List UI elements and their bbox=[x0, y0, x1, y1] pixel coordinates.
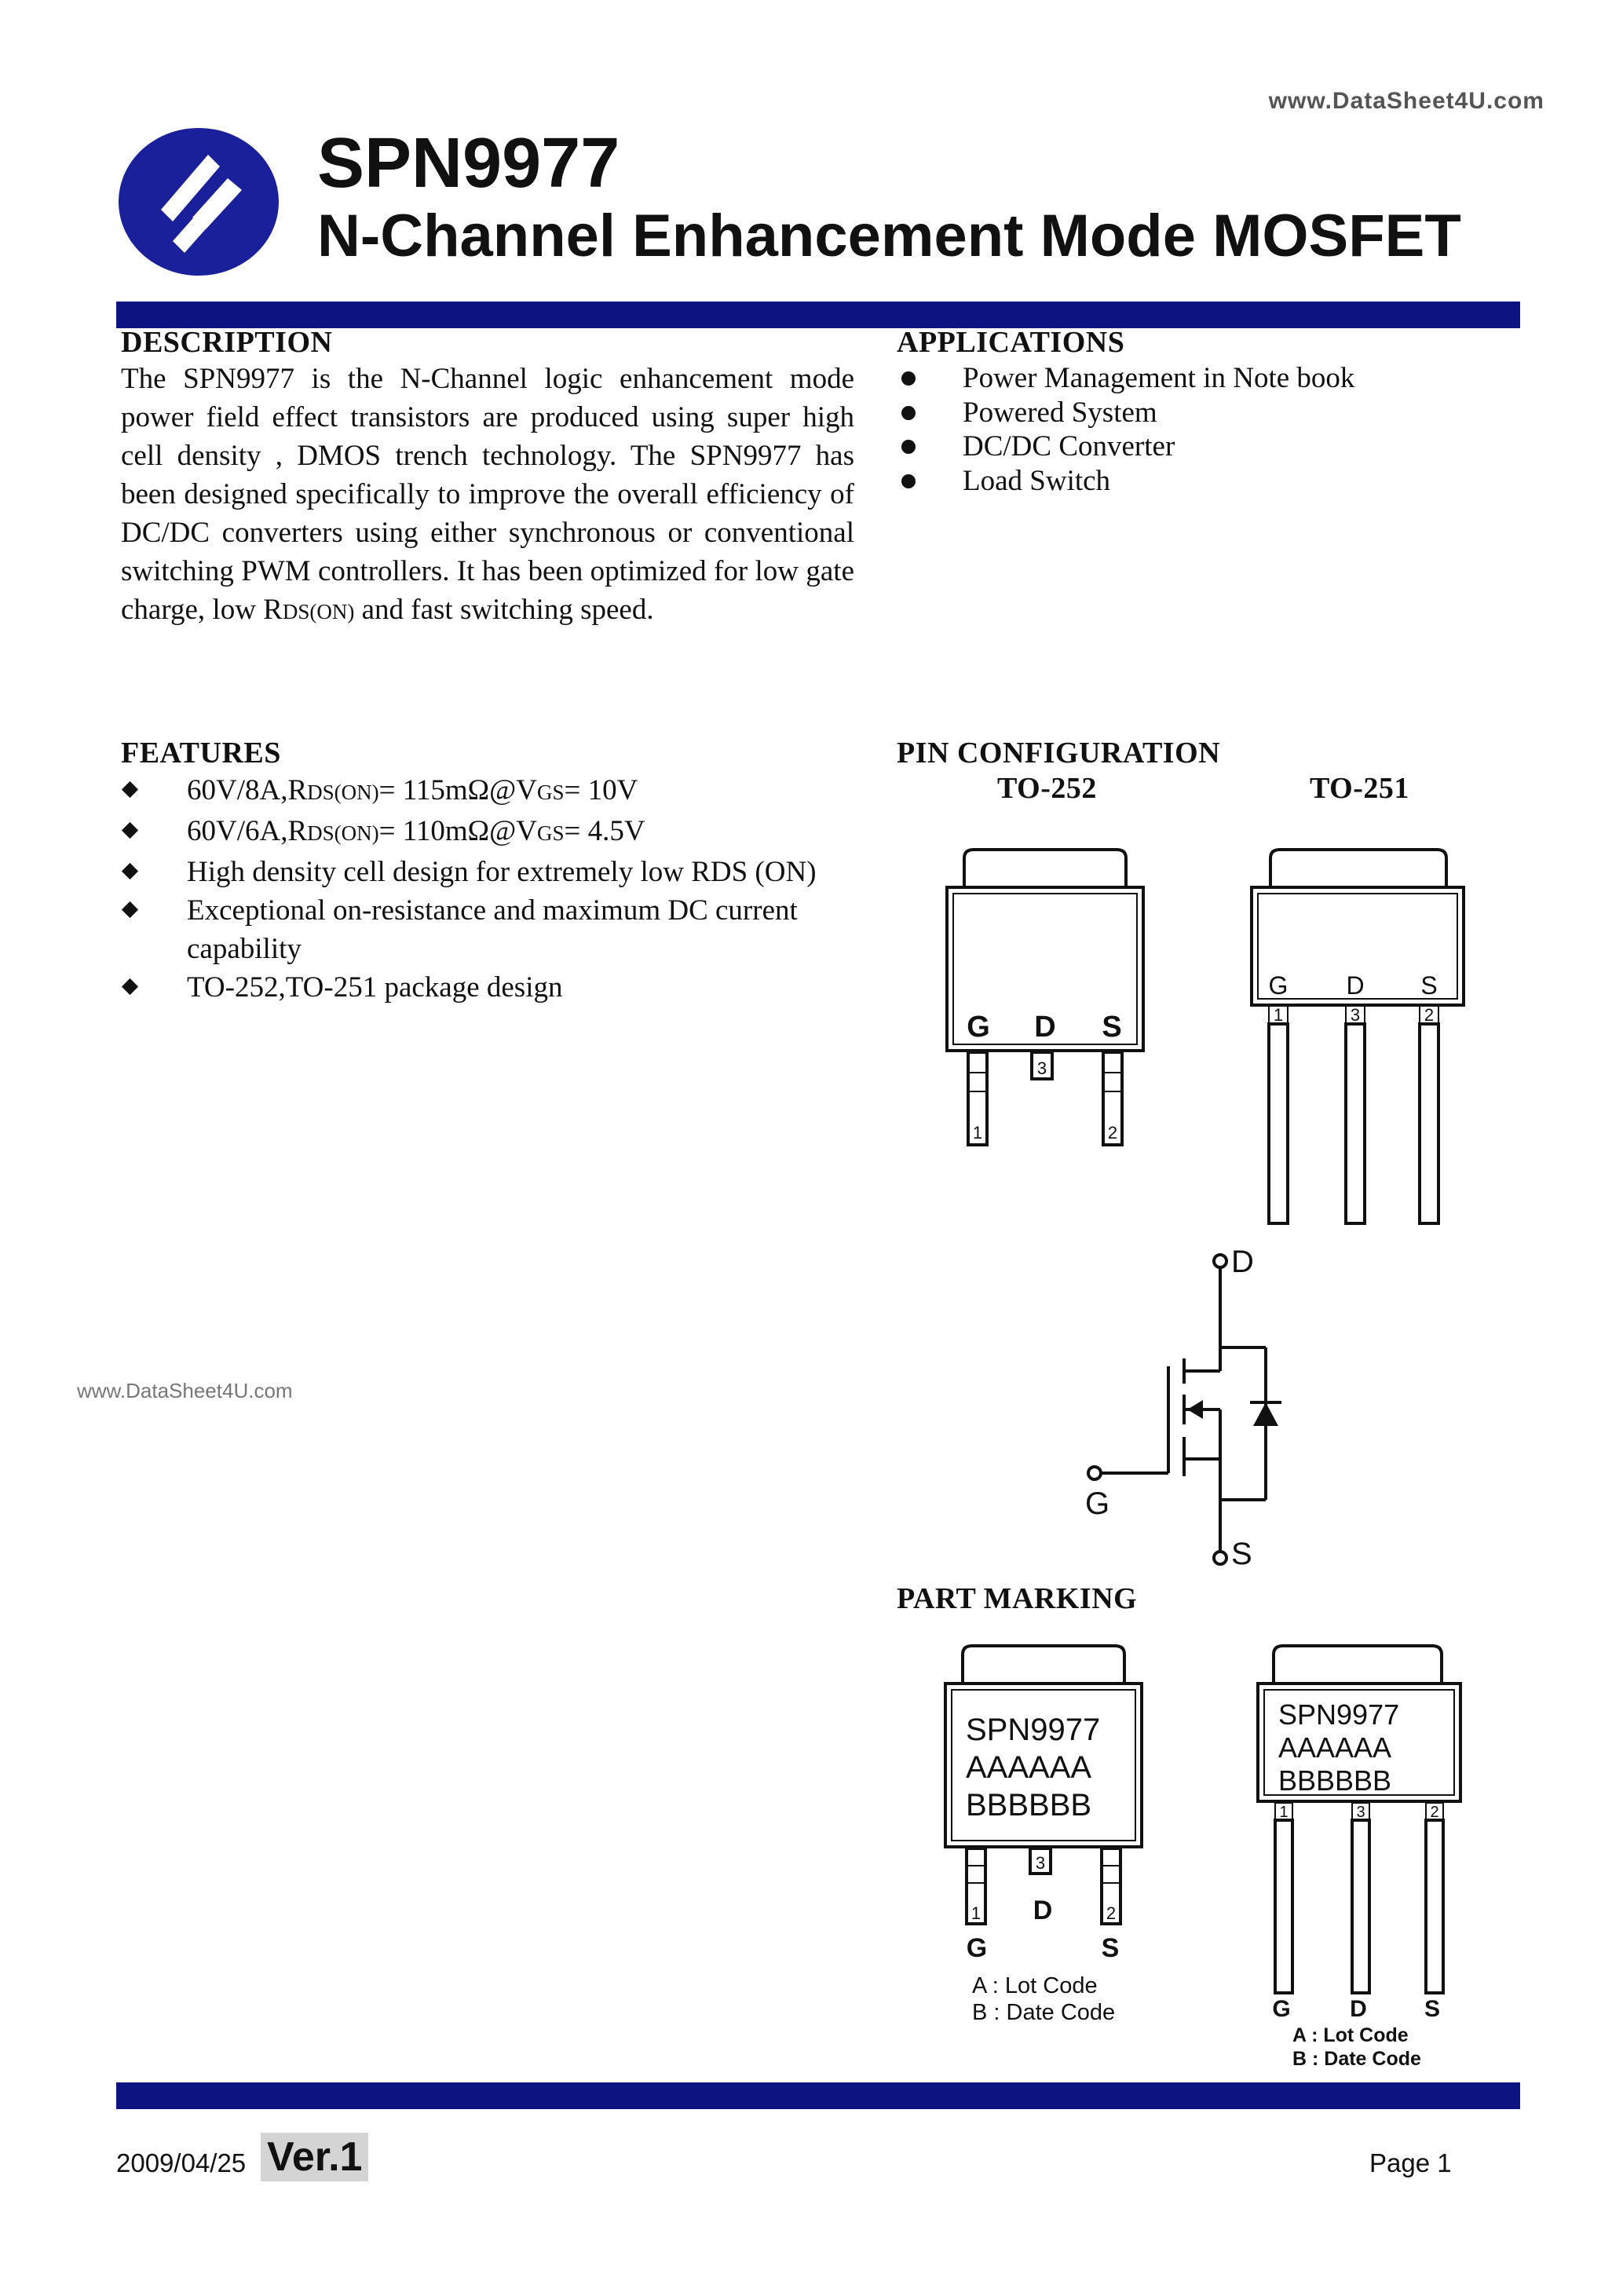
footer-page-number: Page 1 bbox=[1369, 2148, 1452, 2177]
diamond-bullet-icon bbox=[122, 863, 138, 879]
pin-number-label: 1 bbox=[1279, 1804, 1289, 1821]
lot-code-note: A : Lot Code bbox=[972, 1973, 1098, 1998]
pin-number-label: 1 bbox=[972, 1123, 983, 1143]
pin-number-label: 1 bbox=[971, 1903, 981, 1923]
pin-d-label: D bbox=[1033, 1896, 1053, 1925]
pin-g-label: G bbox=[967, 1011, 990, 1044]
description-text: The SPN9977 is the N-Channel logic enhancement mode power field effect transistors are produced using super high cell density , DMOS trench technology. The SPN9977 has been designed specifically to improve the overall efficiency of DC/DC converters using either synchronous or conventional switching PWM controllers. It has been optimized for low gate charge, low RDS(ON) and fast switching speed. bbox=[121, 363, 854, 626]
diamond-bullet-icon bbox=[122, 822, 138, 839]
date-code-note: B : Date Code bbox=[972, 2000, 1116, 2025]
pin-d-label: D bbox=[1034, 1011, 1056, 1044]
diamond-bullet-icon bbox=[122, 781, 138, 798]
watermark-top: www.DataSheet4U.com bbox=[1268, 88, 1544, 114]
bullet-icon bbox=[901, 406, 916, 420]
to252-package-drawing bbox=[942, 846, 1154, 1161]
footer-version: Ver.1 bbox=[261, 2133, 368, 2181]
pin-g-label: G bbox=[966, 1933, 988, 1963]
pin-d-label: D bbox=[1346, 971, 1365, 1000]
pin-number-label: 3 bbox=[1036, 1058, 1047, 1078]
pin-d-label: D bbox=[1350, 1996, 1367, 2022]
features-list bbox=[121, 771, 875, 1007]
footer-date: 2009/04/25 bbox=[116, 2148, 247, 2177]
pin-g-label: G bbox=[1272, 1996, 1291, 2022]
list-item: 60V/6A,RDS(ON)= 110mΩ@VGS= 4.5V bbox=[121, 812, 875, 853]
pin-number-label: 2 bbox=[1424, 1005, 1435, 1025]
marking-line-3: BBBBBB bbox=[966, 1788, 1092, 1823]
bullet-icon bbox=[901, 440, 916, 454]
document-subtitle: N-Channel Enhancement Mode MOSFET bbox=[317, 203, 1461, 269]
to252-marking-drawing bbox=[939, 1643, 1151, 2040]
part-marking-title: PART MARKING bbox=[897, 1582, 1138, 1615]
marking-line-1: SPN9977 bbox=[966, 1713, 1101, 1747]
pin-number-label: 2 bbox=[1430, 1804, 1439, 1821]
to251-marking-drawing bbox=[1252, 1643, 1473, 2075]
bottom-rule-bar bbox=[116, 2082, 1520, 2109]
pin-number-label: 3 bbox=[1356, 1804, 1365, 1821]
list-item: Powered System bbox=[897, 396, 1493, 430]
pin-s-label: S bbox=[1102, 1011, 1122, 1044]
list-item: High density cell design for extremely low RDS (ON) bbox=[121, 853, 875, 891]
lot-code-note: A : Lot Code bbox=[1292, 2024, 1409, 2046]
list-item: TO-252,TO-251 package design bbox=[121, 968, 875, 1007]
features-title: FEATURES bbox=[121, 737, 281, 770]
date-code-note: B : Date Code bbox=[1292, 2048, 1421, 2070]
pin-s-label: S bbox=[1101, 1933, 1120, 1963]
mosfet-schematic-symbol bbox=[1076, 1241, 1327, 1578]
pin-g-label: G bbox=[1268, 971, 1289, 1000]
applications-title: APPLICATIONS bbox=[897, 326, 1125, 359]
list-item: Exceptional on-resistance and maximum DC current capability bbox=[121, 891, 831, 968]
gate-label: G bbox=[1085, 1486, 1110, 1521]
top-rule-bar bbox=[116, 302, 1520, 328]
pin-s-label: S bbox=[1424, 1996, 1441, 2022]
bullet-icon bbox=[901, 474, 916, 488]
applications-list bbox=[897, 361, 1493, 498]
watermark-mid: www.DataSheet4U.com bbox=[77, 1379, 293, 1402]
list-item: Power Management in Note book bbox=[897, 361, 1493, 396]
bullet-icon bbox=[901, 371, 916, 386]
source-label: S bbox=[1231, 1537, 1252, 1571]
pkg-to251-label: TO-251 bbox=[1310, 772, 1409, 805]
company-logo-icon bbox=[118, 127, 280, 276]
list-item: Load Switch bbox=[897, 464, 1493, 499]
part-number-title: SPN9977 bbox=[317, 124, 620, 203]
marking-line-3: BBBBBB bbox=[1278, 1764, 1392, 1797]
pin-number-label: 3 bbox=[1035, 1853, 1046, 1873]
marking-line-2: AAAAAA bbox=[1278, 1731, 1392, 1764]
marking-line-2: AAAAAA bbox=[966, 1750, 1092, 1785]
list-item: 60V/8A,RDS(ON)= 115mΩ@VGS= 10V bbox=[121, 771, 875, 812]
pin-s-label: S bbox=[1420, 971, 1438, 1000]
diamond-bullet-icon bbox=[122, 978, 138, 995]
diamond-bullet-icon bbox=[122, 901, 138, 918]
pin-config-title: PIN CONFIGURATION bbox=[897, 737, 1221, 770]
pin-number-label: 2 bbox=[1107, 1123, 1118, 1143]
to251-package-drawing bbox=[1248, 846, 1468, 1231]
marking-line-1: SPN9977 bbox=[1278, 1698, 1400, 1731]
list-item: DC/DC Converter bbox=[897, 430, 1493, 464]
description-title: DESCRIPTION bbox=[121, 326, 333, 359]
drain-label: D bbox=[1231, 1245, 1254, 1279]
pin-number-label: 3 bbox=[1350, 1005, 1361, 1025]
pin-number-label: 2 bbox=[1106, 1903, 1117, 1923]
pin-number-label: 1 bbox=[1273, 1005, 1284, 1025]
pkg-to252-label: TO-252 bbox=[997, 772, 1097, 805]
